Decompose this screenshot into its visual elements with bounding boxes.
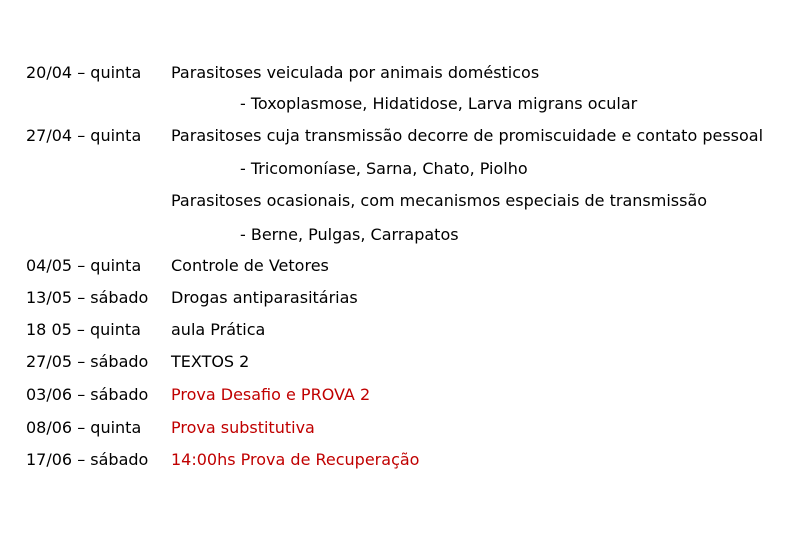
topic-subitems: - Berne, Pulgas, Carrapatos [240,225,459,244]
topic-text: aula Prática [171,320,266,339]
date-label: 13/05 – sábado [26,288,149,307]
topic-text: Parasitoses cuja transmissão decorre de promiscuidade e contato pessoal [171,126,764,145]
date-label: 03/06 – sábado [26,385,149,404]
date-label: 18 05 – quinta [26,320,141,339]
topic-text: Drogas antiparasitárias [171,288,358,307]
topic-subitems: - Toxoplasmose, Hidatidose, Larva migrans ocular [240,94,638,113]
topic-text: Parasitoses ocasionais, com mecanismos especiais de transmissão [171,191,708,210]
topic-text-highlight: Prova substitutiva [171,418,315,437]
topic-text-highlight: Prova Desafio e PROVA 2 [171,385,371,404]
date-label: 08/06 – quinta [26,418,142,437]
date-label: 17/06 – sábado [26,450,149,469]
topic-text: Controle de Vetores [171,256,329,275]
date-label: 04/05 – quinta [26,256,142,275]
topic-text: Parasitoses veiculada por animais domésticos [171,63,540,82]
topic-text: TEXTOS 2 [171,352,250,371]
date-label: 27/04 – quinta [26,126,142,145]
topic-text-highlight: 14:00hs Prova de Recuperação [171,450,420,469]
date-label: 20/04 – quinta [26,63,142,82]
topic-subitems: - Tricomoníase, Sarna, Chato, Piolho [240,159,528,178]
date-label: 27/05 – sábado [26,352,149,371]
